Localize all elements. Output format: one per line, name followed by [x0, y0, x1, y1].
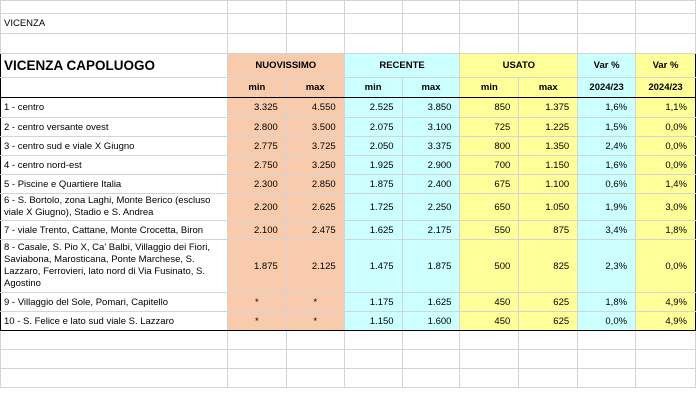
value-cell-u-min[interactable]: 450: [460, 312, 519, 331]
zone-cell[interactable]: 9 - Villaggio del Sole, Pomari, Capitello: [1, 293, 228, 312]
value-cell-n-max[interactable]: 4.550: [286, 98, 344, 118]
table-row: [1, 137, 696, 156]
group-nuovissimo[interactable]: NUOVISSIMO: [227, 54, 344, 78]
empty-cell[interactable]: [227, 350, 286, 369]
table-row: [1, 312, 696, 331]
value-cell-r-max[interactable]: 2.400: [402, 175, 460, 194]
zone-cell[interactable]: 3 - centro sud e viale X Giugno: [1, 137, 228, 156]
value-cell-u-min[interactable]: 675: [460, 175, 519, 194]
subheader-recente-min[interactable]: min: [344, 78, 402, 98]
value-cell-r-min[interactable]: 2.525: [344, 98, 402, 118]
value-cell-n-max[interactable]: 2.125: [286, 240, 344, 293]
sheet-title[interactable]: VICENZA: [1, 14, 228, 34]
value-cell-n-min[interactable]: 2.775: [227, 137, 286, 156]
value-cell-n-min[interactable]: *: [227, 312, 286, 331]
value-cell-n-max[interactable]: 2.475: [286, 221, 344, 240]
value-cell-v2[interactable]: 4,9%: [636, 293, 696, 312]
value-cell-n-max[interactable]: *: [286, 293, 344, 312]
subheader-year-2[interactable]: 2024/23: [636, 78, 696, 98]
empty-cell[interactable]: [578, 369, 636, 388]
value-cell-r-max[interactable]: 2.250: [402, 194, 460, 221]
value-cell-v1[interactable]: 1,5%: [578, 118, 636, 137]
table-row: [1, 156, 696, 175]
value-cell-u-min[interactable]: 500: [460, 240, 519, 293]
value-cell-r-min[interactable]: 1.725: [344, 194, 402, 221]
value-cell-v2[interactable]: 1,4%: [636, 175, 696, 194]
table-row: [1, 175, 696, 194]
value-cell-n-min[interactable]: 1.875: [227, 240, 286, 293]
value-cell-u-min[interactable]: 725: [460, 118, 519, 137]
empty-cell[interactable]: [344, 369, 402, 388]
empty-cell[interactable]: [460, 331, 519, 350]
value-cell-v1[interactable]: 0,0%: [578, 312, 636, 331]
value-cell-n-max[interactable]: *: [286, 312, 344, 331]
group-recente[interactable]: RECENTE: [344, 54, 460, 78]
empty-cell[interactable]: [344, 350, 402, 369]
table-row: [1, 194, 696, 221]
value-cell-r-max[interactable]: 3.850: [402, 98, 460, 118]
value-cell-n-min[interactable]: *: [227, 293, 286, 312]
value-cell-n-max[interactable]: 2.850: [286, 175, 344, 194]
empty-cell[interactable]: [1, 369, 228, 388]
value-cell-r-min[interactable]: 1.175: [344, 293, 402, 312]
zone-cell[interactable]: 8 - Casale, S. Pio X, Ca' Balbi, Villaggio dei Fiori, Saviabona, Marosticana, Ponte Marchese, S. Lazzaro, Ferrovieri, lato nord di Via Fusinato, S. Agostino: [1, 240, 228, 293]
empty-cell[interactable]: [519, 331, 578, 350]
subheader-usato-max[interactable]: max: [519, 78, 578, 98]
value-cell-u-max[interactable]: 1.375: [519, 98, 578, 118]
value-cell-r-min[interactable]: 2.050: [344, 137, 402, 156]
value-cell-u-max[interactable]: 1.100: [519, 175, 578, 194]
value-cell-v2[interactable]: 1,1%: [636, 98, 696, 118]
value-cell-u-max[interactable]: 1.350: [519, 137, 578, 156]
value-cell-v2[interactable]: 0,0%: [636, 118, 696, 137]
group-var-1[interactable]: Var %: [578, 54, 636, 78]
value-cell-v1[interactable]: 0,6%: [578, 175, 636, 194]
value-cell-u-max[interactable]: 1.150: [519, 156, 578, 175]
value-cell-v2[interactable]: 0,0%: [636, 156, 696, 175]
subheader-nuovissimo-min[interactable]: min: [227, 78, 286, 98]
subheader-year-1[interactable]: 2024/23: [578, 78, 636, 98]
value-cell-v2[interactable]: 4,9%: [636, 312, 696, 331]
empty-cell[interactable]: [286, 369, 344, 388]
empty-cell[interactable]: [286, 331, 344, 350]
value-cell-r-max[interactable]: 2.175: [402, 221, 460, 240]
empty-cell[interactable]: [578, 350, 636, 369]
value-cell-v2[interactable]: 1,8%: [636, 221, 696, 240]
table-row: [1, 240, 696, 293]
zone-cell[interactable]: 2 - centro versante ovest: [1, 118, 228, 137]
value-cell-u-min[interactable]: 450: [460, 293, 519, 312]
empty-cell[interactable]: [402, 350, 460, 369]
value-cell-n-min[interactable]: 2.200: [227, 194, 286, 221]
value-cell-r-min[interactable]: 1.475: [344, 240, 402, 293]
table-title[interactable]: VICENZA CAPOLUOGO: [1, 54, 228, 78]
zone-cell[interactable]: 10 - S. Felice e lato sud viale S. Lazzaro: [1, 312, 228, 331]
value-cell-r-min[interactable]: 1.925: [344, 156, 402, 175]
value-cell-v1[interactable]: 1,8%: [578, 293, 636, 312]
table-row: [1, 293, 696, 312]
table-row: [1, 118, 696, 137]
value-cell-n-max[interactable]: 3.725: [286, 137, 344, 156]
value-cell-r-min[interactable]: 1.150: [344, 312, 402, 331]
value-cell-v1[interactable]: 3,4%: [578, 221, 636, 240]
empty-cell[interactable]: [636, 350, 696, 369]
subheader-recente-max[interactable]: max: [402, 78, 460, 98]
empty-cell[interactable]: [1, 331, 228, 350]
group-usato[interactable]: USATO: [460, 54, 578, 78]
empty-cell[interactable]: [402, 369, 460, 388]
value-cell-v1[interactable]: 1,6%: [578, 156, 636, 175]
value-cell-n-min[interactable]: 2.100: [227, 221, 286, 240]
value-cell-u-max[interactable]: 625: [519, 312, 578, 331]
value-cell-v2[interactable]: 0,0%: [636, 137, 696, 156]
empty-cell[interactable]: [460, 350, 519, 369]
value-cell-n-max[interactable]: 3.250: [286, 156, 344, 175]
zone-cell[interactable]: 7 - viale Trento, Cattane, Monte Crocetta, Biron: [1, 221, 228, 240]
value-cell-n-min[interactable]: 2.300: [227, 175, 286, 194]
value-cell-u-max[interactable]: 1.050: [519, 194, 578, 221]
value-cell-r-max[interactable]: 1.600: [402, 312, 460, 331]
value-cell-r-max[interactable]: 3.100: [402, 118, 460, 137]
empty-cell[interactable]: [1, 350, 228, 369]
empty-cell[interactable]: [636, 369, 696, 388]
zone-cell[interactable]: 6 - S. Bortolo, zona Laghi, Monte Berico (escluso viale X Giugno), Stadio e S. Andrea: [1, 194, 228, 221]
empty-cell[interactable]: [636, 331, 696, 350]
value-cell-n-max[interactable]: 2.625: [286, 194, 344, 221]
empty-cell[interactable]: [344, 331, 402, 350]
empty-cell[interactable]: [227, 369, 286, 388]
value-cell-u-min[interactable]: 550: [460, 221, 519, 240]
empty-cell[interactable]: [460, 369, 519, 388]
zone-cell[interactable]: 1 - centro: [1, 98, 228, 118]
value-cell-r-min[interactable]: 2.075: [344, 118, 402, 137]
value-cell-r-max[interactable]: 1.875: [402, 240, 460, 293]
group-var-2[interactable]: Var %: [636, 54, 696, 78]
zone-cell[interactable]: 4 - centro nord-est: [1, 156, 228, 175]
empty-cell[interactable]: [227, 331, 286, 350]
value-cell-v1[interactable]: 1,6%: [578, 98, 636, 118]
value-cell-u-min[interactable]: 700: [460, 156, 519, 175]
value-cell-u-max[interactable]: 625: [519, 293, 578, 312]
value-cell-v2[interactable]: 0,0%: [636, 240, 696, 293]
zone-cell[interactable]: 5 - Piscine e Quartiere Italia: [1, 175, 228, 194]
value-cell-u-max[interactable]: 825: [519, 240, 578, 293]
subheader-nuovissimo-max[interactable]: max: [286, 78, 344, 98]
empty-cell[interactable]: [578, 331, 636, 350]
value-cell-u-min[interactable]: 800: [460, 137, 519, 156]
value-cell-u-max[interactable]: 875: [519, 221, 578, 240]
value-cell-r-max[interactable]: 1.625: [402, 293, 460, 312]
value-cell-n-min[interactable]: 2.750: [227, 156, 286, 175]
empty-cell[interactable]: [519, 350, 578, 369]
empty-row: [1, 331, 696, 350]
table-row: [1, 98, 696, 118]
value-cell-v1[interactable]: 2,4%: [578, 137, 636, 156]
value-cell-n-min[interactable]: 2.800: [227, 118, 286, 137]
value-cell-r-min[interactable]: 1.875: [344, 175, 402, 194]
value-cell-v1[interactable]: 2,3%: [578, 240, 636, 293]
value-cell-n-max[interactable]: 3.500: [286, 118, 344, 137]
value-cell-v2[interactable]: 3,0%: [636, 194, 696, 221]
value-cell-u-min[interactable]: 850: [460, 98, 519, 118]
empty-row: [1, 350, 696, 369]
subheader-usato-min[interactable]: min: [460, 78, 519, 98]
table-row: [1, 221, 696, 240]
empty-cell[interactable]: [286, 350, 344, 369]
value-cell-r-max[interactable]: 3.375: [402, 137, 460, 156]
value-cell-r-max[interactable]: 2.900: [402, 156, 460, 175]
empty-cell[interactable]: [402, 331, 460, 350]
empty-cell[interactable]: [519, 369, 578, 388]
value-cell-n-min[interactable]: 3.325: [227, 98, 286, 118]
value-cell-u-min[interactable]: 650: [460, 194, 519, 221]
value-cell-r-min[interactable]: 1.625: [344, 221, 402, 240]
empty-row: [1, 369, 696, 388]
value-cell-u-max[interactable]: 1.225: [519, 118, 578, 137]
value-cell-v1[interactable]: 1,9%: [578, 194, 636, 221]
